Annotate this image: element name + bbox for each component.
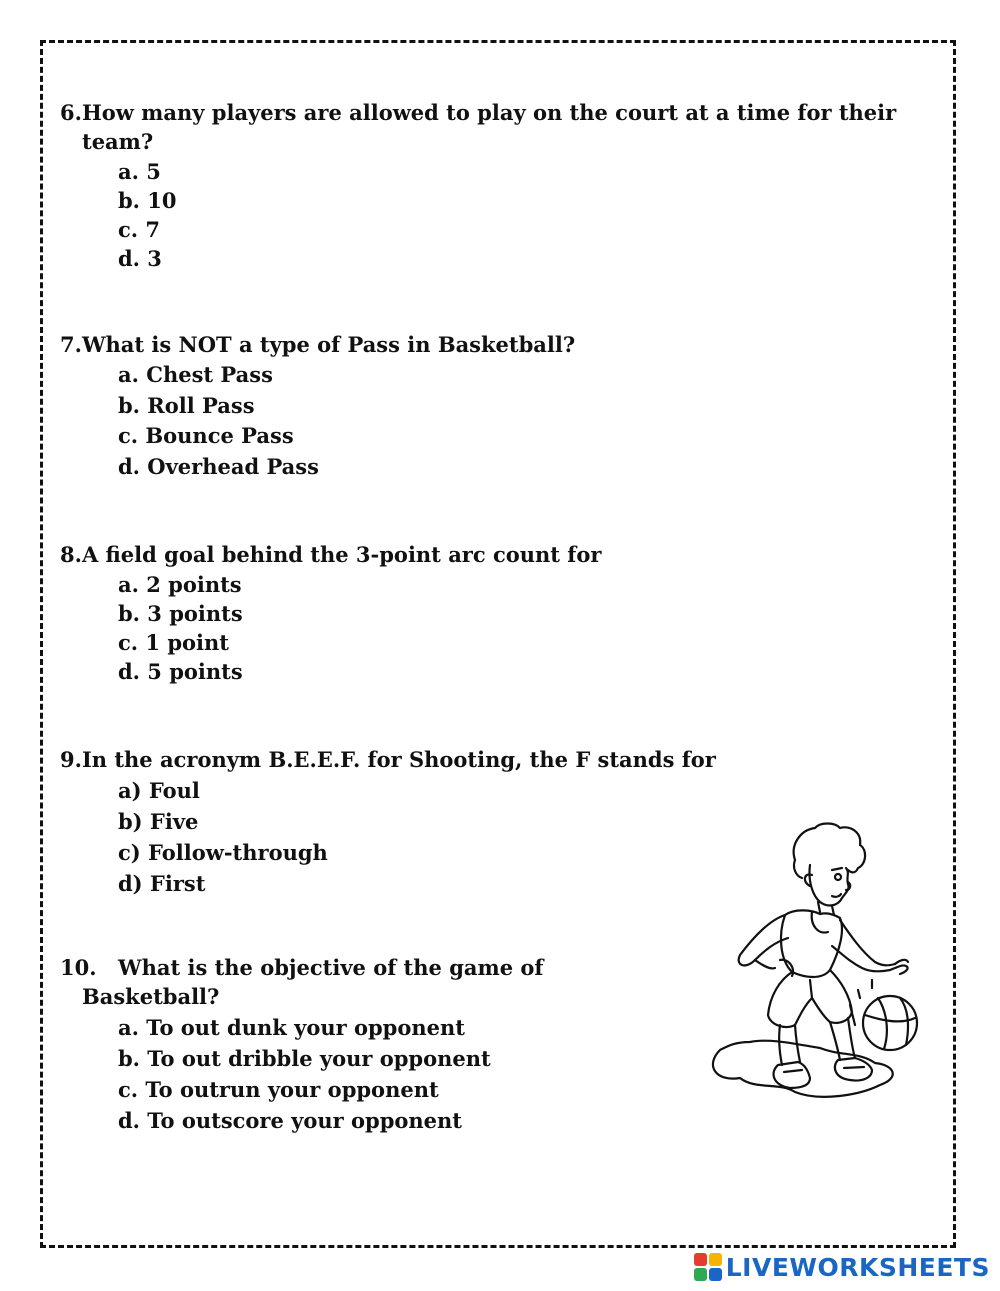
question-6 xyxy=(60,98,930,273)
question-9-stem xyxy=(60,745,930,774)
question-6-option-a[interactable]: a. 5 xyxy=(118,159,161,184)
question-10 xyxy=(60,953,620,1136)
question-8-stem xyxy=(60,540,930,569)
question-7-stem xyxy=(60,330,930,359)
question-9-number: 9. xyxy=(60,747,82,772)
question-8-number: 8. xyxy=(60,542,82,567)
question-7 xyxy=(60,330,930,482)
logo-text: LIVEWORKSHEETS xyxy=(725,1252,990,1282)
question-10-number: 10. xyxy=(60,955,97,980)
question-8-option-c[interactable]: c. 1 point xyxy=(118,630,229,655)
logo-mark-icon xyxy=(694,1253,722,1281)
question-8-option-b[interactable]: b. 3 points xyxy=(118,601,243,626)
question-8 xyxy=(60,540,930,686)
question-7-option-c[interactable]: c. Bounce Pass xyxy=(118,423,294,448)
question-7-number: 7. xyxy=(60,332,82,357)
question-10-option-b[interactable]: b. To out dribble your opponent xyxy=(118,1046,491,1071)
liveworksheets-logo xyxy=(694,1249,990,1285)
question-9-option-c[interactable]: c) Follow-through xyxy=(118,840,328,865)
question-10-stem xyxy=(60,953,620,1011)
question-7-option-a[interactable]: a. Chest Pass xyxy=(118,362,273,387)
question-9-text: In the acronym B.E.E.F. for Shooting, the F stands for xyxy=(81,747,716,772)
question-7-option-b[interactable]: b. Roll Pass xyxy=(118,392,255,418)
question-9-option-a[interactable]: a) Foul xyxy=(118,778,200,803)
question-8-text: A field goal behind the 3-point arc count for xyxy=(81,542,602,567)
question-6-text: How many players are allowed to play on the court at a time for their team? xyxy=(81,100,897,154)
question-10-option-c[interactable]: c. To outrun your opponent xyxy=(118,1077,439,1102)
question-6-option-b[interactable]: b. 10 xyxy=(118,188,177,213)
question-6-stem xyxy=(60,98,930,156)
basketball-player-dribbling-icon xyxy=(700,820,930,1120)
question-9-option-d[interactable]: d) First xyxy=(118,871,206,896)
question-6-number: 6. xyxy=(60,100,82,125)
question-10-option-a[interactable]: a. To out dunk your opponent xyxy=(118,1015,465,1040)
question-7-text: What is NOT a type of Pass in Basketball? xyxy=(81,332,576,357)
question-10-option-d[interactable]: d. To outscore your opponent xyxy=(118,1108,462,1133)
question-8-option-a[interactable]: a. 2 points xyxy=(118,572,242,597)
question-6-option-c[interactable]: c. 7 xyxy=(118,217,161,242)
question-10-text: What is the objective of the game of Basketball? xyxy=(82,955,544,1009)
question-7-option-d[interactable]: d. Overhead Pass xyxy=(118,453,319,479)
question-8-option-d[interactable]: d. 5 points xyxy=(118,659,243,684)
question-6-option-d[interactable]: d. 3 xyxy=(118,246,162,271)
question-9-option-b[interactable]: b) Five xyxy=(118,809,199,834)
